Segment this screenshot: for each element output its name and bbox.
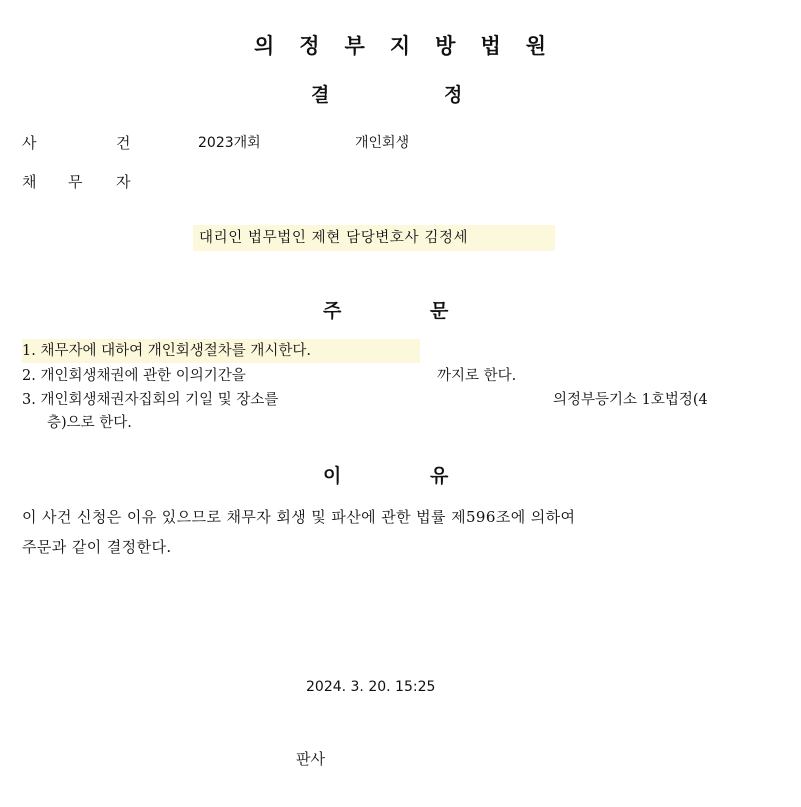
representative: 대리인 법무법인 제현 담당변호사 김정세	[193, 225, 555, 251]
court-char: 방	[435, 34, 457, 58]
reason-text-line-2: 주문과 같이 결정한다.	[22, 538, 172, 556]
doc-type-char-1: 결	[311, 84, 330, 106]
court-char: 의	[253, 34, 276, 58]
judge-label: 판사	[296, 750, 325, 768]
court-char: 원	[525, 34, 548, 58]
reason-heading-char: 유	[430, 465, 449, 487]
debtor-label-char: 자	[116, 173, 131, 191]
reason-heading-char: 이	[323, 465, 342, 487]
court-char: 법	[480, 34, 502, 58]
order-heading-char: 주	[323, 300, 342, 322]
order-item-3: 3. 개인회생채권자집회의 기일 및 장소를	[22, 392, 279, 408]
order-heading-char: 문	[430, 300, 449, 322]
order-item-3-continuation: 층)으로 한다.	[47, 415, 132, 431]
debtor-label-char: 채	[22, 173, 37, 191]
order-item-2-tail: 까지로 한다.	[437, 368, 517, 384]
order-item-1: 1. 채무자에 대하여 개인회생절차를 개시한다.	[22, 339, 420, 363]
doc-type-char-2: 정	[444, 84, 463, 106]
case-label-char: 건	[116, 134, 131, 152]
case-name: 개인회생	[355, 135, 410, 151]
court-char: 정	[299, 34, 321, 58]
decision-datetime: 2024. 3. 20. 15:25	[306, 679, 436, 695]
debtor-label-char: 무	[68, 173, 83, 191]
case-label-char: 사	[22, 134, 37, 152]
order-item-2: 2. 개인회생채권에 관한 이의기간을	[22, 368, 246, 384]
case-number: 2023개회	[198, 135, 261, 151]
court-name	[0, 30, 801, 60]
court-char: 부	[344, 34, 366, 58]
court-char: 지	[389, 34, 412, 58]
order-item-3-location: 의정부등기소 1호법정(4	[553, 392, 708, 408]
reason-text-line-1: 이 사건 신청은 이유 있으므로 채무자 회생 및 파산에 관한 법률 제596조에 의하여	[22, 508, 576, 526]
